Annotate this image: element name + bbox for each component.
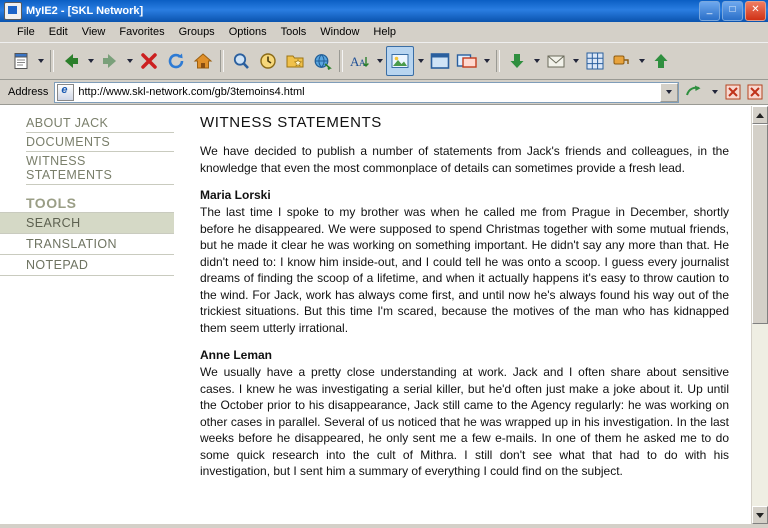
menu-groups[interactable]: Groups <box>178 25 215 38</box>
statement-text-maria-lorski: The last time I spoke to my brother was when he called me from Prague in December, shortly before he disappeared. We were supposed to spend Christmas together with some mutual friends, but he made it clear he was working on something important. He didn't say any more than that. He didn't need to: I know him inside-out, and I could tell he was onto a scoop. I guess every journalist dreams of finding the scoop of a lifetime, and when it actually happens it's easy to throw caution to the wind. For Jack, work has always come first, and until now he's always found his way out of the trickiest situations. But this time I'm scared, because the motives of the man who has kidnapped them seem utterly irrational. <box>200 205 729 335</box>
page-title: WITNESS STATEMENTS <box>200 114 382 131</box>
popup-dropdown[interactable] <box>481 47 492 75</box>
title-bar <box>0 0 768 22</box>
paint-icon[interactable] <box>609 47 635 75</box>
menu-bar <box>0 22 768 42</box>
svg-text:A: A <box>359 58 366 68</box>
address-bar <box>0 80 768 105</box>
clock-icon[interactable] <box>255 47 281 75</box>
menu-window[interactable]: Window <box>320 25 360 38</box>
menu-favorites[interactable]: Favorites <box>119 25 165 38</box>
menu-view[interactable]: View <box>81 25 106 38</box>
grid-icon[interactable] <box>582 47 608 75</box>
article-intro: We have decided to publish a number of statements from Jack's friends and colleagues, in the knowledge that even the most commonplace of details can sometimes provide a fresh lead. <box>200 144 729 175</box>
arrow-up-icon[interactable] <box>648 47 674 75</box>
forward-dropdown[interactable] <box>124 47 135 75</box>
arrow-left-icon[interactable] <box>58 47 84 75</box>
address-label: Address <box>8 86 49 98</box>
status-bar <box>0 524 768 528</box>
statement-name-anne-leman: Anne Leman <box>200 348 273 362</box>
sidebar-tools-header: TOOLS <box>0 185 174 213</box>
search-icon[interactable] <box>228 47 254 75</box>
stop-x-icon[interactable] <box>136 47 162 75</box>
sidebar-item-notepad[interactable]: NOTEPAD <box>0 255 174 276</box>
back-dropdown[interactable] <box>85 47 96 75</box>
address-input[interactable] <box>54 82 679 103</box>
toolbar-separator <box>220 50 224 72</box>
chevron-down-icon[interactable] <box>660 83 678 102</box>
statement-text-anne-leman: We usually have a pretty close understanding at work. Jack and I often share about sensitive cases. I knew he was investigating a serial killer, but he'd often just make a joke about it. Up until the October prior to his disappearance, Jack still came to the Agency regularly: he was working on other cases in parallel. Several of us noticed that he was wrapped up in his investigation. In the last weeks before he disappeared, he only sent me a few e-mails. In one of them he asked me to do some quick research into the cult of Mithra. I still don't see what that had to do with his investigation, but I sent him a summary of everything I could find on the subject. <box>200 365 729 478</box>
arrow-down-icon[interactable] <box>504 47 530 75</box>
scrollbar-track[interactable] <box>752 124 768 506</box>
vertical-scrollbar[interactable] <box>751 106 768 524</box>
maximize-button[interactable]: □ <box>722 1 743 21</box>
download-dropdown[interactable] <box>531 47 542 75</box>
window-title: MyIE2 - [SKL Network] <box>26 5 144 17</box>
window-controls <box>699 1 766 21</box>
main-toolbar <box>0 42 768 80</box>
page-icon-dropdown[interactable] <box>35 47 46 75</box>
folder-star-icon[interactable] <box>282 47 308 75</box>
popup-icon[interactable] <box>454 47 480 75</box>
menu-edit[interactable]: Edit <box>48 25 68 38</box>
sidebar-item-documents[interactable]: DOCUMENTS <box>26 133 174 152</box>
menu-help[interactable]: Help <box>373 25 397 38</box>
minimize-button[interactable]: _ <box>699 1 720 21</box>
fonts-dropdown[interactable] <box>374 47 385 75</box>
stop-x-icon[interactable] <box>724 83 742 101</box>
paint-dropdown[interactable] <box>636 47 647 75</box>
toolbar-separator <box>339 50 343 72</box>
sidebar-nav <box>0 114 190 185</box>
go-arrow-icon[interactable] <box>683 82 705 102</box>
menu-tools[interactable]: Tools <box>280 25 307 38</box>
menu-file[interactable]: File <box>17 25 35 38</box>
mail-dropdown[interactable] <box>570 47 581 75</box>
address-value[interactable]: http://www.skl-network.com/gb/3temoins4.html <box>78 86 305 98</box>
article-body <box>190 106 751 524</box>
sidebar-item-search[interactable]: SEARCH <box>0 213 174 234</box>
sidebar-item-about-jack[interactable]: ABOUT JACK <box>26 114 174 133</box>
images-dropdown[interactable] <box>415 47 426 75</box>
sidebar-item-translation[interactable]: TRANSLATION <box>0 234 174 255</box>
site-sidebar <box>0 106 190 524</box>
envelope-icon[interactable] <box>543 47 569 75</box>
refresh-icon[interactable] <box>163 47 189 75</box>
go-dropdown[interactable] <box>709 78 720 106</box>
close-x-icon[interactable] <box>746 83 764 101</box>
scroll-thumb[interactable] <box>752 124 768 324</box>
globe-arrow-icon[interactable] <box>309 47 335 75</box>
page-icon[interactable] <box>8 47 34 75</box>
scroll-up-icon[interactable] <box>752 106 768 124</box>
svg-text:A: A <box>350 54 360 69</box>
close-button[interactable]: ✕ <box>745 1 766 21</box>
scroll-down-icon[interactable] <box>752 506 768 524</box>
statement-name-maria-lorski: Maria Lorski <box>200 188 271 202</box>
toolbar-separator <box>496 50 500 72</box>
menu-options[interactable]: Options <box>228 25 267 38</box>
browser-icon <box>4 2 22 20</box>
page-content <box>0 105 768 524</box>
text-size-icon[interactable] <box>347 47 373 75</box>
sidebar-item-witness-statements[interactable]: WITNESS STATEMENTS <box>26 152 174 185</box>
image-icon[interactable] <box>386 46 414 76</box>
window-icon[interactable] <box>427 47 453 75</box>
arrow-right-icon[interactable] <box>97 47 123 75</box>
home-icon[interactable] <box>190 47 216 75</box>
page-e-icon <box>57 84 74 101</box>
toolbar-separator <box>50 50 54 72</box>
